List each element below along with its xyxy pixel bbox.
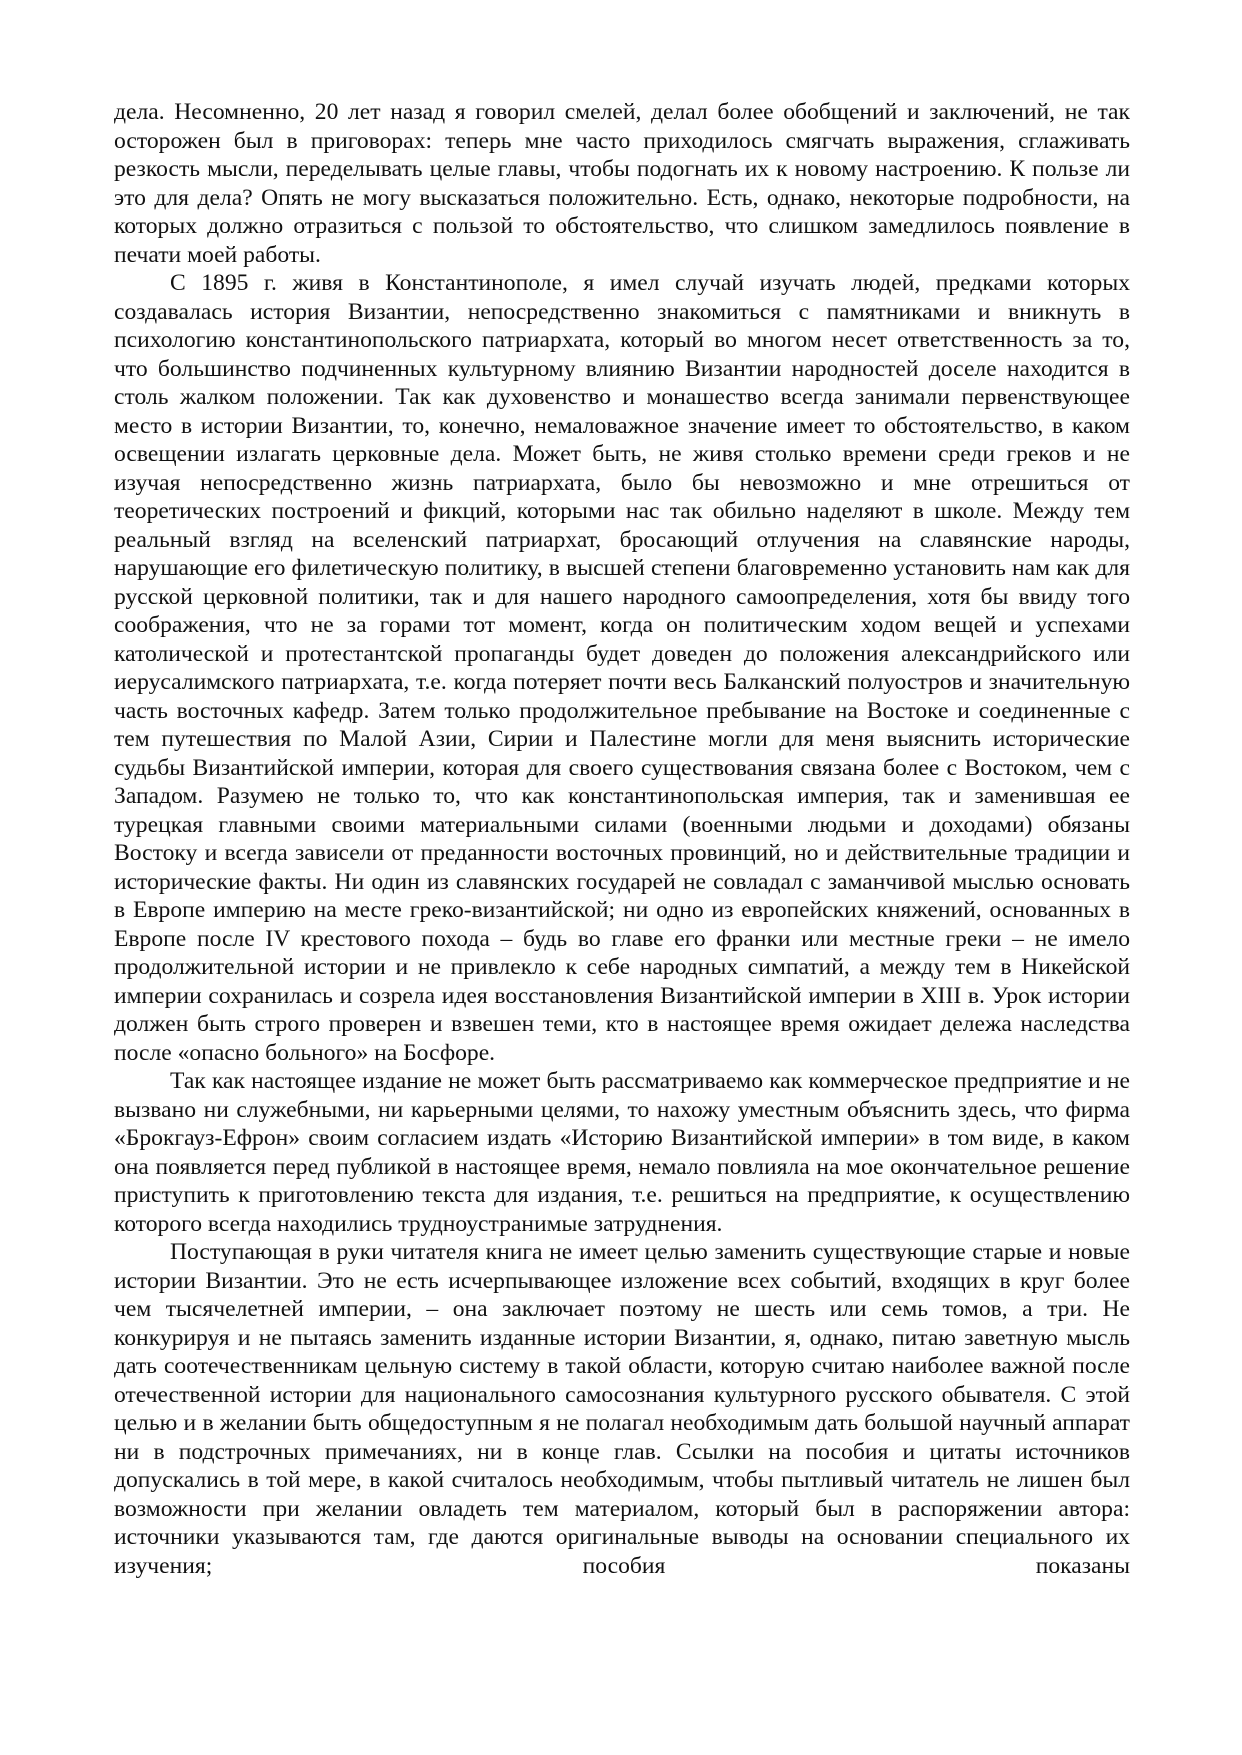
paragraph-2: С 1895 г. живя в Константинополе, я имел случай изучать людей, предками которых создавалась история Византии, непосредственно знакомиться с памятниками и вникнуть в психологию константинопольского патриархата, который во многом несет ответственность за то, что большинство подчиненных культурному влиянию Византии народностей доселе находится в столь жалком положении. Так как духовенство и монашество всегда занимали первенствующее место в истории Византии, то, конечно, немаловажное значение имеет то обстоятельство, в каком освещении излагать церковные дела. Может быть, не живя столько времени среди греков и не изучая непосредственно жизнь патриархата, было бы невозможно и мне отрешиться от теоретических построений и фикций, которыми нас так обильно наделяют в школе. Между тем реальный взгляд на вселенский патриархат, бросающий отлучения на славянские народы, нарушающие его филетическую политику, в высшей степени благовременно установить нам как для русской церковной политики, так и для нашего народного самоопределения, хотя бы ввиду того соображения, что не за горами тот момент, когда он политическим ходом вещей и успехами католической и протестантской пропаганды будет доведен до положения александрийского или иерусалимского патриархата, т.е. когда потеряет почти весь Балканский полуостров и значительную часть восточных кафедр. Затем только продолжительное пребывание на Востоке и соединенные с тем путешествия по Малой Азии, Сирии и Палестине могли для меня выяснить исторические судьбы Византийской империи, которая для своего существования связана более с Востоком, чем с Западом. Разумею не только то, что как константинопольская империя, так и заменившая ее турецкая главными своими материальными силами (военными людьми и доходами) обязаны Востоку и всегда зависели от преданности восточных провинций, но и действительные традиции и исторические факты. Ни один из славянских государей не совладал с заманчивой мыслью основать в Европе империю на месте греко-византийской; ни одно из европейских княжений, основанных в Европе после IV крестового похода – будь во главе его франки или местные греки – не имело продолжительной истории и не привлекло к себе народных симпатий, а между тем в Никейской империи сохранилась и созрела идея восстановления Византийской империи в XIII в. Урок истории должен быть строго проверен и взвешен теми, кто в настоящее время ожидает дележа наследства после «опасно больного» на Босфоре. (114, 270, 1130, 1066)
paragraph-1: дела. Несомненно, 20 лет назад я говорил смелей, делал более обобщений и заключений, не так осторожен был в приговорах: теперь мне часто приходилось смягчать выражения, сглаживать резкость мысли, переделывать целые главы, чтобы подогнать их к новому настроению. К пользе ли это для дела? Опять не могу высказаться положительно. Есть, однако, некоторые подробности, на которых должно отразиться с пользой то обстоятельство, что слишком замедлилось появление в печати моей работы. (114, 99, 1130, 268)
paragraph-3: Так как настоящее издание не может быть рассматриваемо как коммерческое предприятие и не вызвано ни служебными, ни карьерными целями, то нахожу уместным объяснить здесь, что фирма «Брокгауз-Ефрон» своим согласием издать «Историю Византийской империи» в том виде, в каком она появляется перед публикой в настоящее время, немало повлияла на мое окончательное решение приступить к приготовлению текста для издания, т.е. решиться на предприятие, к осуществлению которого всегда находились трудноустранимые затруднения. (114, 1068, 1130, 1237)
document-page (114, 98, 1130, 1580)
paragraph-4: Поступающая в руки читателя книга не имеет целью заменить существующие старые и новые истории Византии. Это не есть исчерпывающее изложение всех событий, входящих в круг более чем тысячелетней империи, – она заключает поэтому не шесть или семь томов, а три. Не конкурируя и не пытаясь заменить изданные истории Византии, я, однако, питаю заветную мысль дать соотечественникам цельную систему в такой области, которую считаю наиболее важной после отечественной истории для национального самосознания культурного русского обывателя. С этой целью и в желании быть общедоступным я не полагал необходимым дать большой научный аппарат ни в подстрочных примечаниях, ни в конце глав. Ссылки на пособия и цитаты источников допускались в той мере, в какой считалось необходимым, чтобы пытливый читатель не лишен был возможности при желании овладеть тем материалом, который был в распоряжении автора: источники указываются там, где даются оригинальные выводы на основании специального их изучения; пособия показаны (114, 1239, 1130, 1579)
